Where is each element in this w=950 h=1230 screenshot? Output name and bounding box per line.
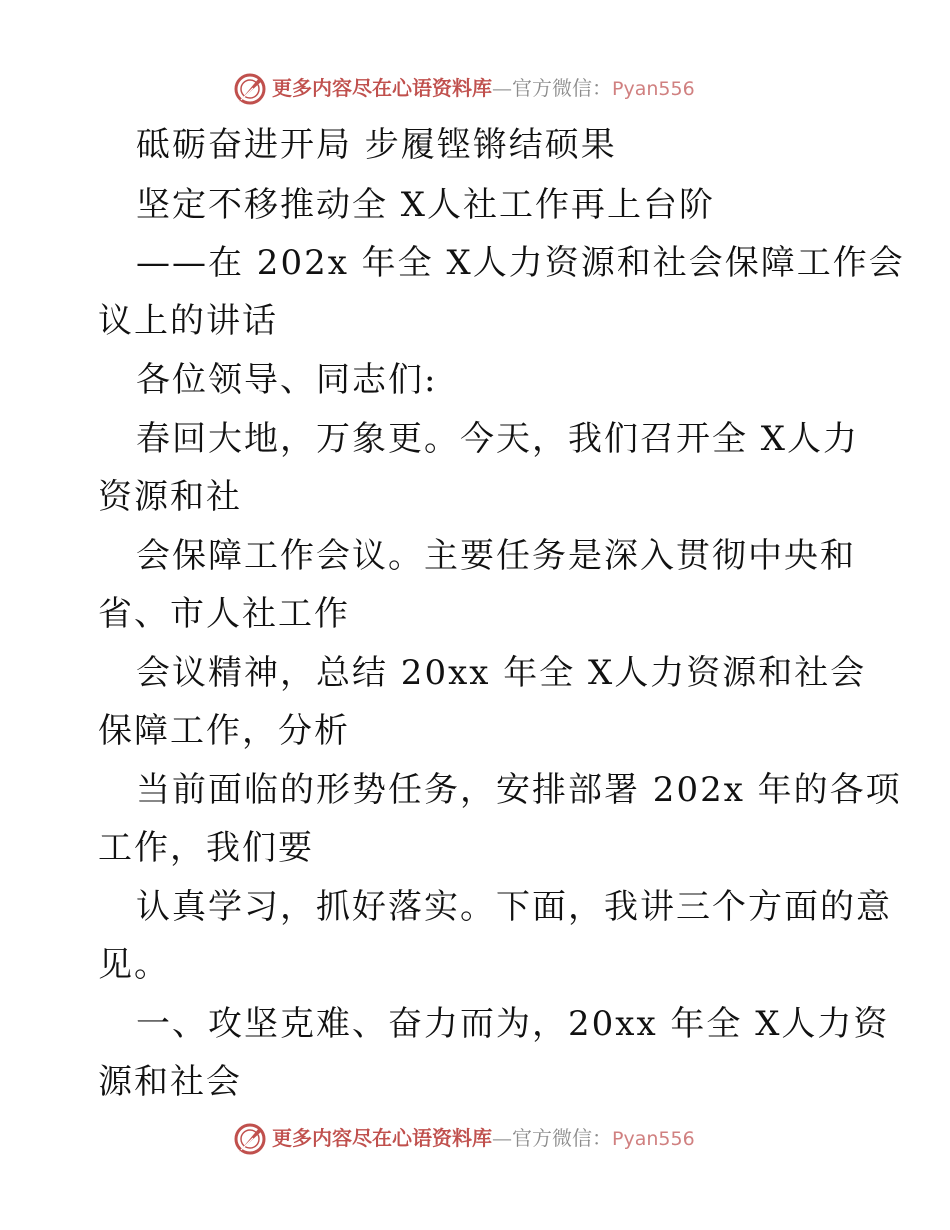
- doc-greeting: 各位领导、同志们:: [136, 360, 438, 400]
- doc-paragraph-line: 会保障工作会议。主要任务是深入贯彻中央和: [136, 536, 856, 576]
- watermark-text: [272, 1126, 695, 1151]
- watermark-main: 更多内容尽在心语资料库: [272, 1126, 492, 1150]
- watermark-banner-bottom: [0, 1120, 950, 1160]
- watermark-main: 更多内容尽在心语资料库: [272, 76, 492, 100]
- watermark-wechat-id: Pyan556: [612, 78, 695, 100]
- doc-paragraph-line: 当前面临的形势任务，安排部署 202x 年的各项: [136, 770, 902, 810]
- watermark-label: 官方微信：: [512, 76, 612, 100]
- doc-paragraph-line: 省、市人社工作: [98, 594, 350, 634]
- doc-paragraph-line: 工作，我们要: [98, 828, 314, 868]
- watermark-dash: —: [492, 76, 512, 100]
- doc-section-heading-line-2: 源和社会: [98, 1062, 242, 1102]
- doc-paragraph-line: 资源和社: [98, 477, 242, 517]
- feather-logo-icon: [233, 1122, 267, 1156]
- watermark-label: 官方微信：: [512, 1126, 612, 1150]
- doc-subtitle-line-1: ——在 202x 年全 X人力资源和社会保障工作会: [136, 243, 905, 283]
- doc-title-line-1: 砥砺奋进开局 步履铿锵结硕果: [136, 125, 617, 165]
- doc-paragraph-line: 保障工作，分析: [98, 711, 350, 751]
- doc-paragraph-line: 春回大地，万象更。今天，我们召开全 X人力: [136, 419, 860, 459]
- watermark-dash: —: [492, 1126, 512, 1150]
- watermark-wechat-id: Pyan556: [612, 1128, 695, 1150]
- doc-section-heading-line-1: 一、攻坚克难、奋力而为，20xx 年全 X人力资: [136, 1004, 890, 1044]
- doc-title-line-2: 坚定不移推动全 X人社工作再上台阶: [136, 185, 716, 225]
- doc-paragraph-line: 见。: [98, 945, 170, 985]
- doc-subtitle-line-2: 议上的讲话: [98, 301, 278, 341]
- doc-paragraph-line: 认真学习，抓好落实。下面，我讲三个方面的意: [136, 887, 892, 927]
- doc-paragraph-line: 会议精神，总结 20xx 年全 X人力资源和社会: [136, 653, 867, 693]
